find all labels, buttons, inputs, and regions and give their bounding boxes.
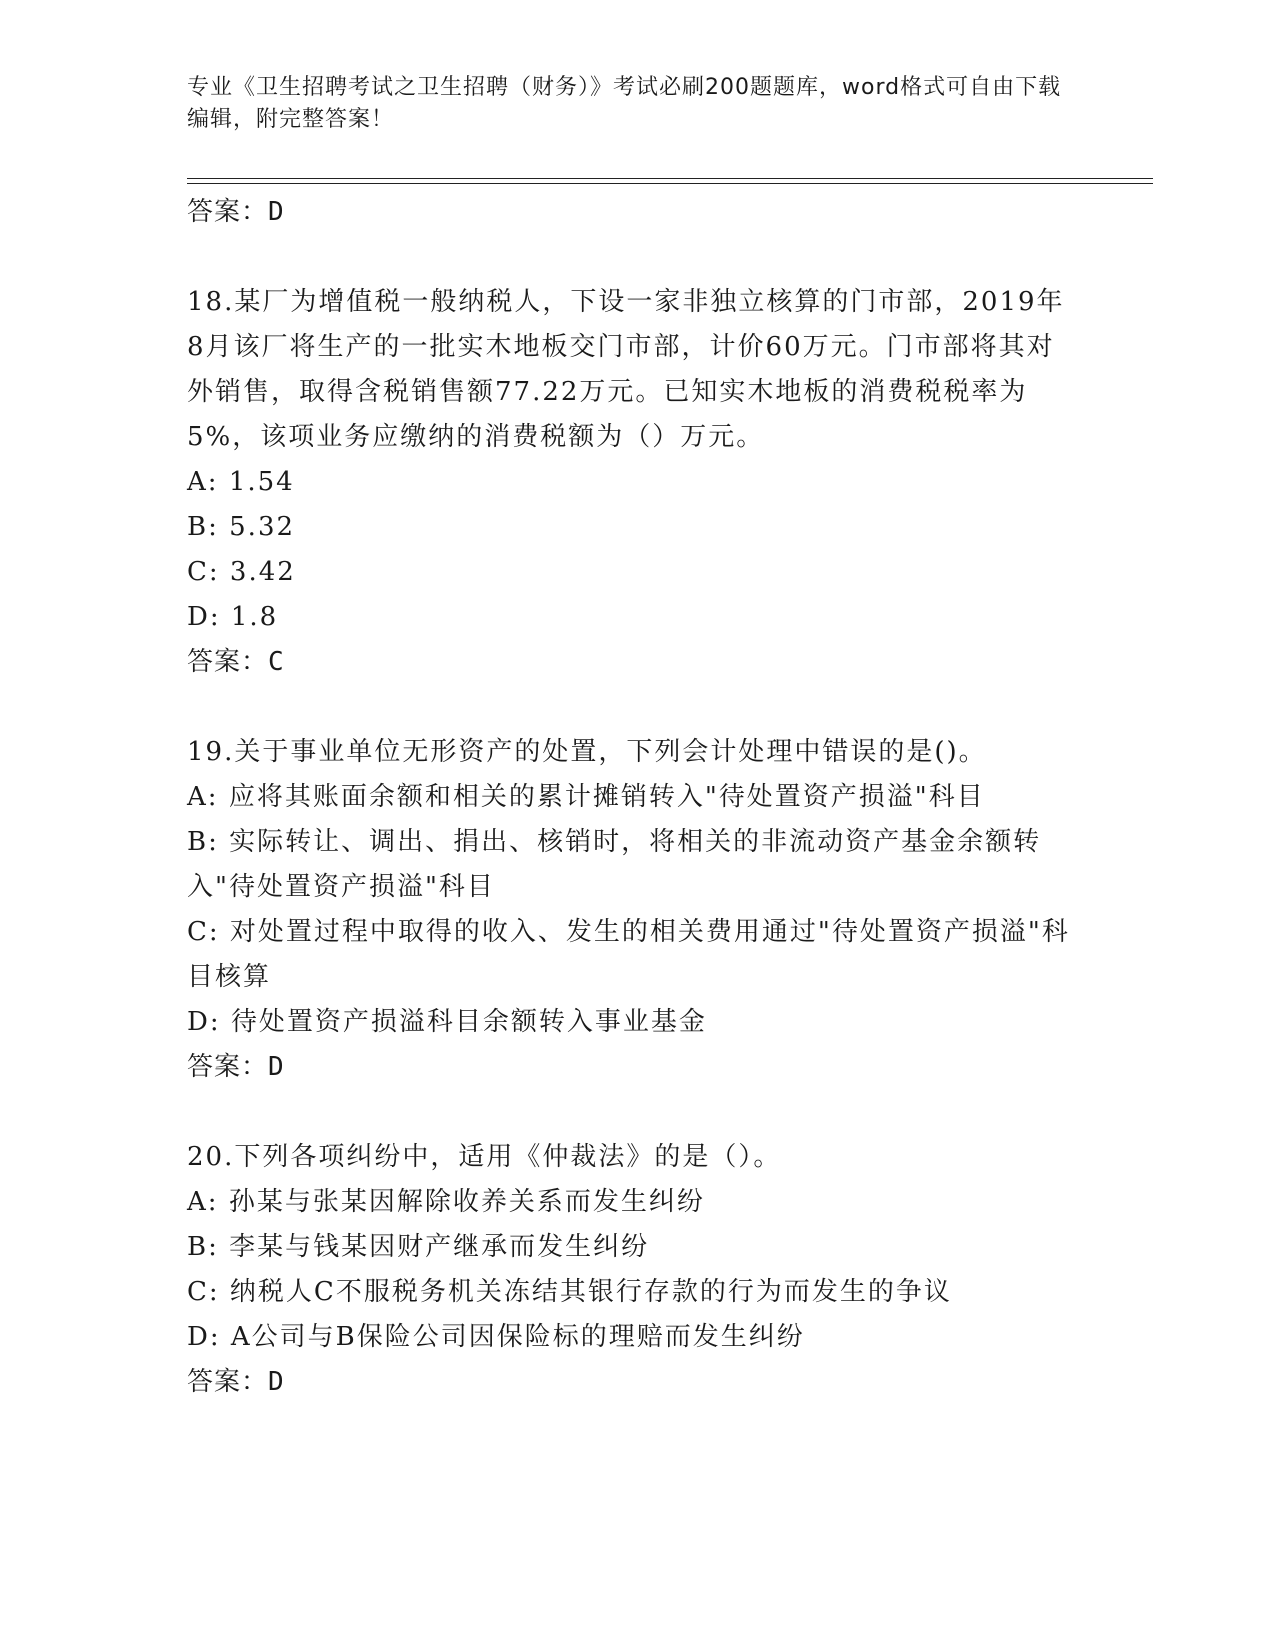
option-label: D: — [187, 1322, 221, 1352]
question-number: 19. — [187, 737, 235, 767]
question-19 — [187, 730, 1077, 1090]
option-label: A: — [187, 782, 219, 812]
question-number: 20. — [187, 1142, 235, 1172]
option-c — [187, 550, 1077, 595]
option-a — [187, 460, 1077, 505]
header-rule-bottom — [187, 183, 1153, 184]
option-d — [187, 1000, 1077, 1045]
option-b — [187, 1225, 1077, 1270]
question-18 — [187, 280, 1077, 685]
option-b — [187, 820, 1077, 910]
option-text: A公司与B保险公司因保险标的理赔而发生纠纷 — [230, 1322, 805, 1352]
option-text: 待处置资产损溢科目余额转入事业基金 — [230, 1007, 707, 1037]
option-text: 1.54 — [228, 467, 295, 497]
answer-value: D — [268, 1367, 285, 1397]
option-label: B: — [187, 1232, 219, 1262]
option-text: 孙某与张某因解除收养关系而发生纠纷 — [228, 1187, 705, 1217]
option-text: 3.42 — [229, 557, 296, 587]
option-a — [187, 1180, 1077, 1225]
answer — [187, 640, 1077, 685]
answer-value: C — [268, 647, 285, 677]
option-label: D: — [187, 1007, 221, 1037]
question-text: 下列各项纠纷中，适用《仲裁法》的是（）。 — [234, 1142, 782, 1172]
option-text: 应将其账面余额和相关的累计摊销转入"待处置资产损溢"科目 — [228, 782, 985, 812]
answer-label: 答案： — [187, 197, 269, 227]
question-text: 某厂为增值税一般纳税人，下设一家非独立核算的门市部，2019年8月该厂将生产的一批实木地板交门市部，计价60万元。门市部将其对外销售，取得含税销售额77.22万元。已知实木地板的消费税税率为5%，该项业务应缴纳的消费税额为（）万元。 — [187, 287, 1065, 452]
option-label: A: — [187, 1187, 219, 1217]
question-stem — [187, 1135, 1077, 1180]
option-label: A: — [187, 467, 219, 497]
prev-answer — [187, 190, 1077, 235]
option-text: 李某与钱某因财产继承而发生纠纷 — [229, 1232, 650, 1262]
option-text: 1.8 — [230, 602, 279, 632]
answer — [187, 1360, 1077, 1405]
option-label: C: — [187, 557, 220, 587]
option-text: 对处置过程中取得的收入、发生的相关费用通过"待处置资产损溢"科目核算 — [187, 917, 1070, 992]
option-label: B: — [187, 827, 219, 857]
option-text: 实际转让、调出、捐出、核销时，将相关的非流动资产基金余额转入"待处置资产损溢"科目 — [187, 827, 1042, 902]
page-header: 专业《卫生招聘考试之卫生招聘（财务）》考试必刷200题题库，word格式可自由下载编辑，附完整答案！ — [187, 75, 1062, 132]
answer — [187, 1045, 1077, 1090]
question-stem — [187, 730, 1077, 775]
option-c — [187, 910, 1077, 1000]
question-text: 关于事业单位无形资产的处置，下列会计处理中错误的是()。 — [234, 737, 987, 767]
option-b — [187, 505, 1077, 550]
answer-label: 答案： — [187, 647, 269, 677]
answer-value: D — [268, 1052, 285, 1082]
option-d — [187, 595, 1077, 640]
question-number: 18. — [187, 287, 235, 317]
option-d — [187, 1315, 1077, 1360]
question-stem — [187, 280, 1077, 460]
option-label: B: — [187, 512, 219, 542]
answer-value: D — [268, 197, 285, 227]
option-label: C: — [187, 1277, 220, 1307]
page-content — [187, 190, 1077, 1405]
option-text: 纳税人C不服税务机关冻结其银行存款的行为而发生的争议 — [229, 1277, 952, 1307]
option-label: C: — [187, 917, 220, 947]
question-20 — [187, 1135, 1077, 1405]
option-c — [187, 1270, 1077, 1315]
header-rule-top — [187, 178, 1153, 179]
option-a — [187, 775, 1077, 820]
option-label: D: — [187, 602, 221, 632]
option-text: 5.32 — [229, 512, 296, 542]
answer-label: 答案： — [187, 1052, 269, 1082]
answer-label: 答案： — [187, 1367, 269, 1397]
